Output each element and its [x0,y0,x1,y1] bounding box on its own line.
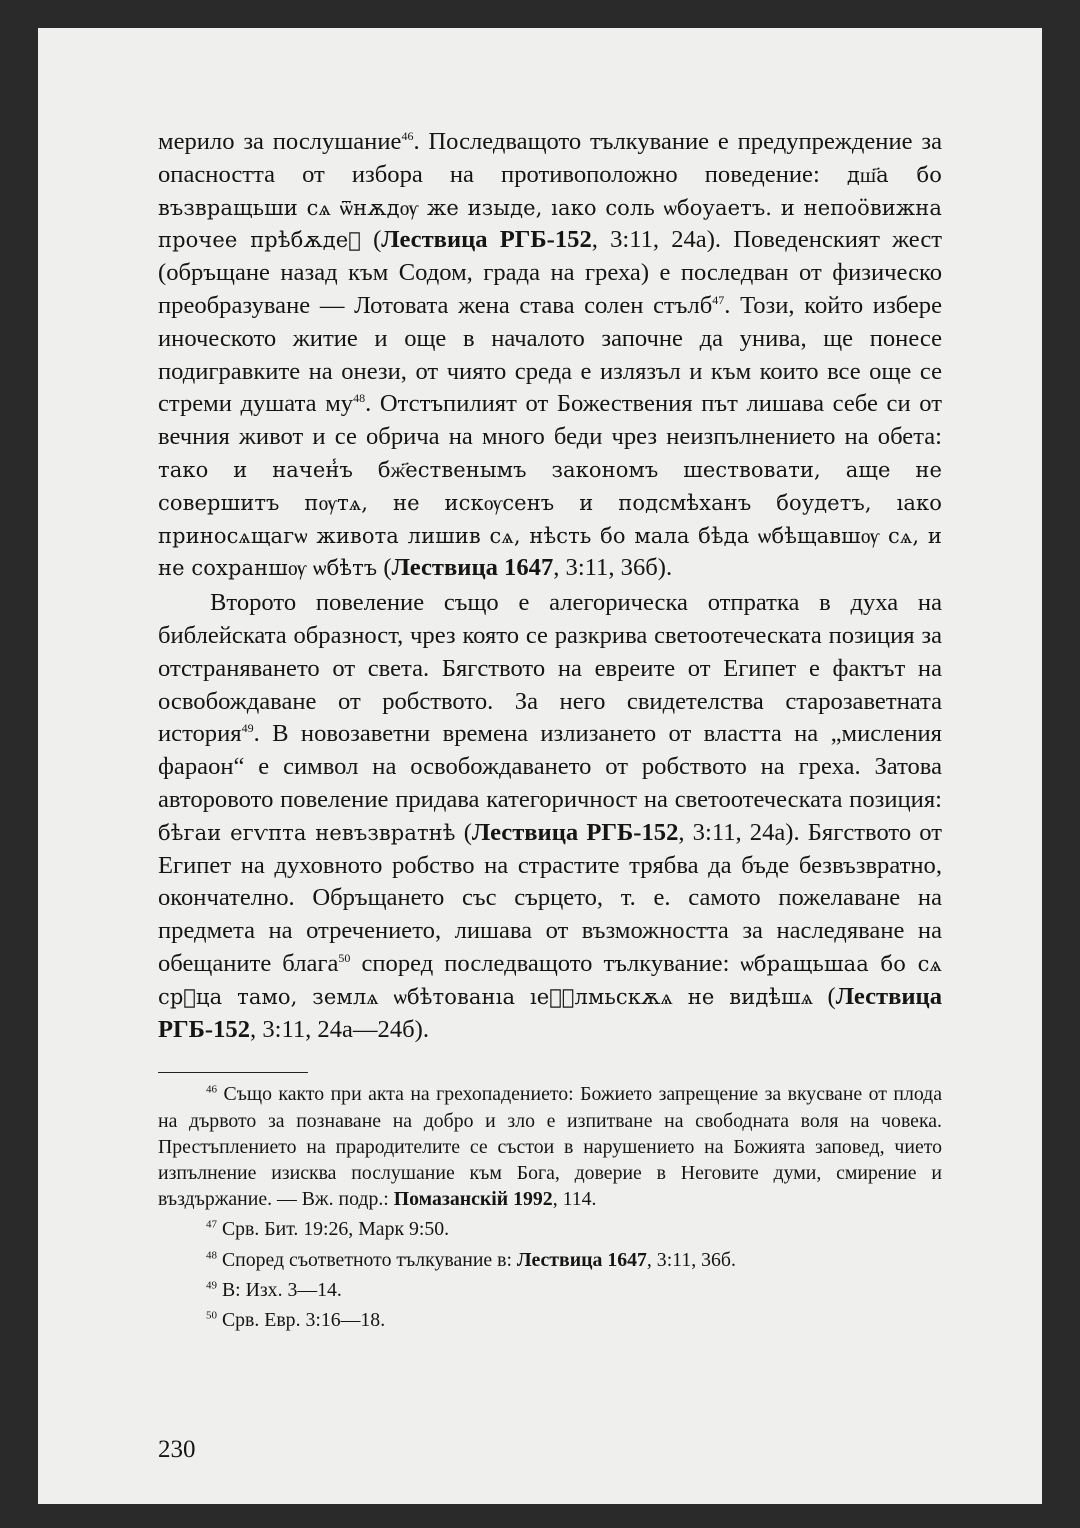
church-slavonic-quote: бѣгаи егѵпта невъзвратнѣ [158,820,456,845]
footnote-46: $^{46}$ Също както при акта на грехопадението: Божието запрещение за вкусване от плода на дървото за познаване на добро и зло е изпитване на свободната воля на човека. Престъплението на прародителите се състои в нарушението на Божията заповед, чието изпълнение изисква послушание към Бога, доверие в Неговите думи, смирение и въздържание. — Вж. подр.: Помазанскій 1992, 114. [158,1083,942,1211]
source-reference: Лествица РГБ-152 [471,818,679,846]
source-reference: Лествица РГБ-152 [381,226,592,254]
footnote-ref-49: 49 [241,721,254,736]
footnote-49: $^{49}$ В: Изх. 3—14. [206,1278,342,1301]
footnote-ref-47: 47 [712,292,725,307]
page-number: 230 [158,1436,196,1463]
footnote-48: $^{48}$ Според съответното тълкувание в: Лествица 1647, 3:11, 36б. [206,1248,736,1271]
footnote-ref-48: 48 [353,391,366,406]
source-reference: Лествица 1647 [391,554,554,582]
footnote-divider [158,1072,308,1073]
source-reference: Лествица РГБ-152 [158,982,942,1043]
footnotes [158,1081,942,1333]
church-slavonic-quote: тако и начен̾ъ бж҃ественымъ закономъ шествовати, аще не совершитъ пѹтѧ, не искѹсенъ и подсмѣханъ боудетъ, ıако приносѧщагѡ живота лишив сѧ, нѣсть бо мала бѣда ѡбѣщавшѹ сѧ, и не сохраншѹ ѡбѣтъ [158,457,942,581]
church-slavonic-quote: ѡбращьшаа бо сѧ срⷣца тамо, землѧ ѡбѣтованıа ıеⷬ҇лмьскѫѧ не видѣшѧ [158,951,942,1009]
church-slavonic-quote: дш҃а бо възвращьши сѧ ѿнѫдѹ же изыде, ıако соль ѡбоуаетъ. и непоӧвижна прочее прѣбѫдеⷮ [158,162,942,253]
paragraph-1: мерило за послушание$^{46}$. Последващото тълкувание е предупреждение за опасността от избора на противоположно поведение: дш҃а бо възвращьши сѧ ѿнѫдѹ же изыде, ıако соль ѡбоуаетъ. и непоӧвижна прочее прѣбѫдеⷮ (Лествица РГБ-152, 3:11, 24а). Поведенският жест (обръщане назад към Содом, града на греха) е последван от физическо преобразуване — Лотовата жена става солен стълб$^{47}$. Този, който избере иноческото житие и още в началото започне да унива, ще понесе подигравките на онези, от чиято среда е излязъл и към които все още се стреми душата $му^{48}$. Отстъпилият от Божествения път лишава себе си от вечния живот и се обрича на много беди чрез неизпълнението на обета: тако и начен̾ъ бж҃ественымъ закономъ шествовати, аще не совершитъ пѹтѧ, не искѹсенъ и подсмѣханъ боудетъ, ıако приносѧщагѡ живота лишив сѧ, нѣсть бо мала бѣда ѡбѣщавшѹ сѧ, и не сохраншѹ ѡбѣтъ (Лествица 1647, 3:11, 36б). [158,128,943,582]
footnote-ref-50: 50 [338,950,351,965]
footnote-47: $^{47}$ Срв. Бит. 19:26, Марк 9:50. [206,1218,450,1241]
footnote-50: $^{50}$ Срв. Евр. 3:16—18. [206,1308,386,1331]
main-text [158,126,942,1046]
footnote-ref-46: 46 [401,128,414,143]
text-column [158,126,942,1333]
paragraph-2: Второто повеление също е алегорическа отпратка в духа на библейската образност, чрез която се разкрива светоотеческата позиция за отстраняването от света. Бягството на евреите от Египет е фактът на освобождаване от робството. За него свидетелства старозаветната история$^{49}$. В новозаветни времена излизането от властта на „мисления фараон“ е символ на освобождаването от робството на греха. Затова авторовото повеление придава категоричност на светоотеческата позиция: бѣгаи егѵпта невъзвратнѣ (Лествица РГБ-152, 3:11, 24а). Бягството от Египет на духовното робство на страстите трябва да бъде безвъзвратно, окончателно. Обръщането със сърцето, т. е. самото пожелаване на предмета на отречението, лишава от възможността за наследяване на обещаните блага$^{50}$ според последващото тълкувание: ѡбращьшаа бо сѧ срⷣца тамо, землѧ ѡбѣтованıа ıеⷬ҇лмьскѫѧ не видѣшѧ (Лествица РГБ-152, 3:11, 24а—24б). [158,589,943,1043]
book-page [38,28,1042,1504]
